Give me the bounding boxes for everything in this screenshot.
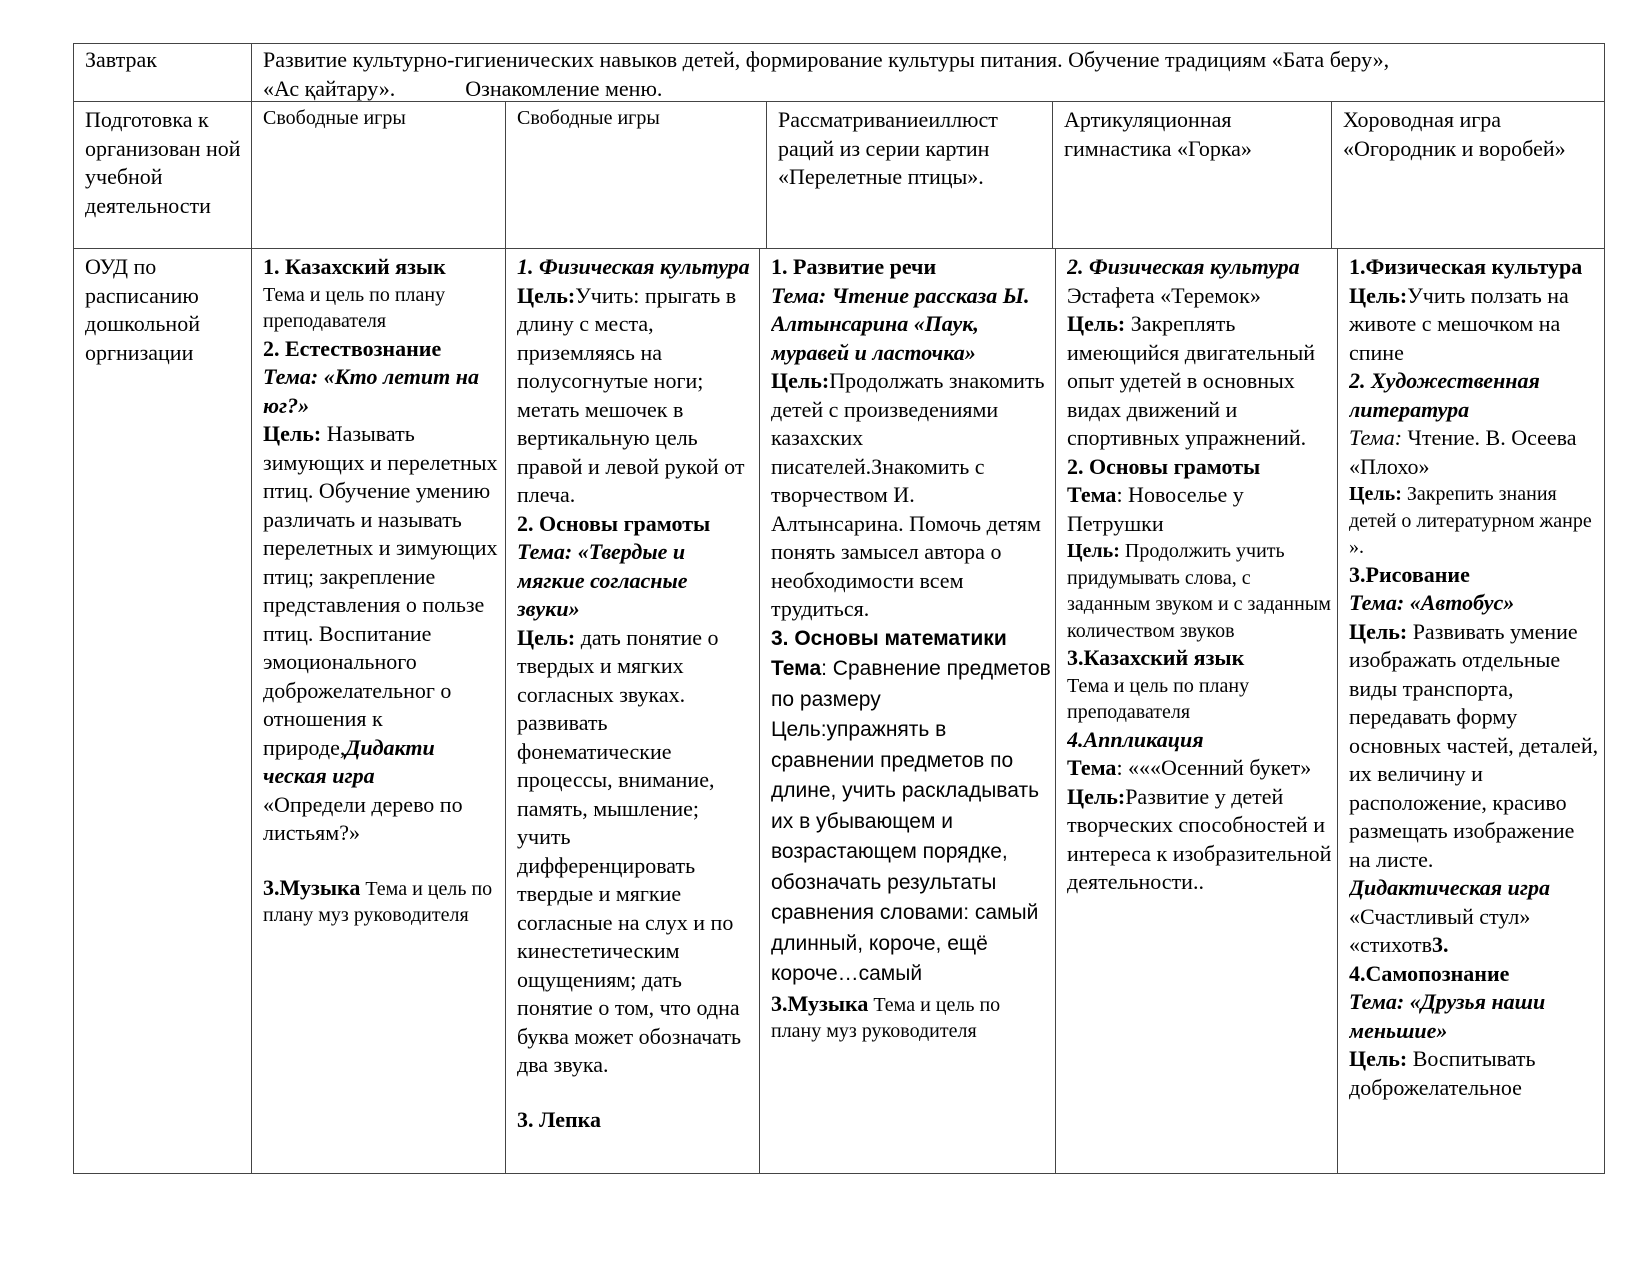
game-label: Дидактическая игра <box>1349 875 1550 900</box>
prep-label <box>85 106 245 220</box>
oud-col-5 <box>1349 253 1599 1102</box>
math-block <box>771 624 1051 990</box>
goal-text: Закрепить знания детей о литературном жанре ». <box>1349 483 1592 558</box>
theme-label: Тема <box>1067 755 1117 780</box>
prep-col-5 <box>1343 106 1598 163</box>
goal-text: дать понятие о твердых и мягких согласных звуках. развивать фонематические процессы, внимание, память, мышление; учить дифференцировать твердые и мягкие согласные на слух и по кинестетическим ощущениям; дать понятие о том, что одна буква может обозначать два звука. <box>517 624 742 1077</box>
goal-label: Цель: <box>1349 282 1408 308</box>
table-border-left <box>73 43 74 1174</box>
subject-note: Тема и цель по плану преподавателя <box>263 283 446 332</box>
goal-text: Продолжать знакомить детей с произведениями казахских писателей.Знакомить с творчеством И. Алтынсарина. Помочь детям понять замысел автора о необходимости всем трудиться. <box>771 368 1045 621</box>
theme-label: Тема <box>771 657 822 680</box>
goal-label: Цель: <box>263 421 322 446</box>
col-divider <box>251 43 252 1174</box>
goal-label: Цель: <box>771 368 830 393</box>
subject-sub: Эстафета «Теремок» <box>1067 282 1261 308</box>
goal-text: Называть зимующих и перелетных птиц. Обучение умению различать и называть перелетных и зимующих птиц; закрепление представления о пользе птиц. Воспитание эмоционального доброжелательног о отношения к природе, <box>263 421 498 760</box>
breakfast-label <box>85 46 245 75</box>
goal-text: Развитие у детей творческих способностей и интереса к изобразительной деятельности.. <box>1067 783 1332 894</box>
subject-note: Тема и цель по плану преподавателя <box>1067 674 1250 723</box>
subject-theme <box>1067 754 1333 897</box>
prep-col-1 <box>263 105 499 132</box>
subject-title: 1. Казахский язык <box>263 254 446 279</box>
col-divider <box>1331 101 1332 248</box>
goal-text: Воспитывать доброжелательное <box>1349 1046 1536 1100</box>
subject-title: 2. Художественная литература <box>1349 368 1540 422</box>
subject-title: 3.Рисование <box>1349 561 1470 587</box>
prep-col-2-text: Свободные игры <box>517 107 660 129</box>
breakfast-line-2a: «Ас қайтару». <box>263 75 396 101</box>
subject-title: 3.Казахский язык <box>1067 645 1245 670</box>
game-text <box>1349 903 1599 960</box>
subject-theme <box>771 654 1051 715</box>
goal-text: Развивать умение изображать отдельные виды транспорта, передавать форму основных частей, деталей, их величину и расположение, красиво размещать изображение на листе. <box>1349 618 1599 872</box>
goal-label: Цель: <box>1349 483 1402 505</box>
col-divider <box>766 101 767 248</box>
subject-theme <box>1067 481 1333 538</box>
col-divider <box>1337 248 1338 1174</box>
subject-goal <box>263 420 499 791</box>
subject-music <box>771 990 1051 1045</box>
game-text: «Определи дерево по листьям?» <box>263 791 463 845</box>
subject-theme: Тема: Чтение рассказа Ы. Алтынсарина «Паук, муравей и ласточка» <box>771 282 1030 365</box>
breakfast-line-1: Развитие культурно-гигиенических навыков детей, формирование культуры питания. Обучение традициям «Бата беру», <box>263 47 1390 72</box>
breakfast-line-2b: Ознакомление меню. <box>465 75 663 101</box>
col-divider <box>505 248 506 1174</box>
subject-goal: Цель:упражнять в сравнении предметов по длине, учить раскладывать их в убывающем и возрастающем порядке, обозначать результаты сравнения словами: самый длинный, короче, ещё короче…самый <box>771 718 1040 985</box>
subject-title: 2. Основы грамоты <box>1067 453 1261 479</box>
subject-title: 1.Физическая культура <box>1349 254 1583 279</box>
breakfast-label-text: Завтрак <box>85 47 157 72</box>
goal-text: Продолжить учить придумывать слова, с заданным звуком и с заданным количеством звуков <box>1067 540 1331 642</box>
goal-text: Учить: прыгать в длину с места, приземляясь на полусогнутые ноги; метать мешочек в вертикальную цель правой и левой рукой от плеча. <box>517 282 745 507</box>
subject-music <box>263 874 499 929</box>
subject-theme: Тема: «Твердые и мягкие согласные звуки» <box>517 539 688 621</box>
oud-col-3 <box>771 253 1051 1045</box>
subject-goal <box>517 624 753 1080</box>
subject-title: 4.Самопознание <box>1349 960 1510 986</box>
row-divider <box>73 248 1604 249</box>
goal-label: Цель: <box>1067 783 1126 809</box>
subject-title: 2. Основы грамоты <box>517 510 711 536</box>
prep-col-2 <box>517 105 757 132</box>
subject-title: 3.Музыка <box>771 990 869 1016</box>
subject-goal <box>1067 538 1333 644</box>
oud-col-4 <box>1067 253 1333 897</box>
schedule-table <box>73 43 1604 1173</box>
subject-theme: Тема: «Друзья наши меньшие» <box>1349 989 1546 1043</box>
subject-theme <box>1349 424 1599 481</box>
theme-label: Тема <box>1067 482 1117 507</box>
subject-theme: Тема: «Кто летит на юг?» <box>263 364 479 418</box>
prep-col-5-text: Хороводная игра «Огородник и воробей» <box>1343 107 1566 161</box>
oud-col-1 <box>263 253 499 929</box>
subject-title: 1. Развитие речи <box>771 254 937 279</box>
goal-label: Цель: <box>1067 540 1120 562</box>
subject-goal <box>517 282 753 510</box>
theme-label: Тема: <box>1349 425 1403 450</box>
theme-text: : Новоселье у Петрушки <box>1067 482 1244 536</box>
subject-goal <box>1349 1045 1599 1102</box>
oud-label <box>85 253 245 367</box>
col-divider <box>505 101 506 248</box>
subject-note: Тема и цель по плану муз руководителя <box>771 993 1001 1042</box>
subject-title: 1. Физическая культура <box>517 254 750 279</box>
subject-title: 4.Аппликация <box>1067 726 1204 752</box>
game-text-tail: 3. <box>1432 932 1449 957</box>
subject-goal <box>1349 481 1599 561</box>
subject-title: 2. Физическая культура <box>1067 254 1300 279</box>
subject-goal <box>771 367 1051 624</box>
subject-goal <box>1349 618 1599 875</box>
game-label: Дидакти ческая игра <box>263 734 435 788</box>
goal-label: Цель: <box>1349 618 1408 644</box>
prep-col-1-text: Свободные игры <box>263 107 406 129</box>
subject-title: 3. Лепка <box>517 1106 602 1132</box>
prep-col-3-text: Рассматриваниеиллюст раций из серии картин «Перелетные птицы». <box>778 107 998 189</box>
table-border-right <box>1604 43 1605 1174</box>
goal-label: Цель: <box>517 624 576 650</box>
goal-label: Цель: <box>517 282 576 308</box>
prep-col-3 <box>778 106 1046 192</box>
subject-theme: Тема: «Автобус» <box>1349 590 1515 615</box>
table-border-bottom <box>73 1173 1604 1174</box>
subject-note: Тема и цель по плану муз руководителя <box>263 877 493 926</box>
oud-label-text: ОУД по расписанию дошкольной оргнизации <box>85 254 200 365</box>
goal-label: Цель: <box>1067 311 1126 336</box>
goal-text: Закреплять имеющийся двигательный опыт удетей в основных видах движений и спортивных упражнений. <box>1067 311 1316 450</box>
subject-title: 3. Основы математики <box>771 626 1007 650</box>
goal-label: Цель: <box>1349 1046 1408 1071</box>
col-divider <box>1055 248 1056 1174</box>
goal-text: Учить ползать на животе с мешочком на спине <box>1349 282 1569 365</box>
prep-col-4 <box>1064 106 1324 163</box>
breakfast-line-2 <box>263 75 1598 104</box>
oud-col-2 <box>517 253 753 1134</box>
theme-text: : Сравнение предметов по размеру <box>771 657 1051 711</box>
game-text-value: «Счастливый стул» «стихотв <box>1349 903 1531 957</box>
subject-title: 3.Музыка <box>263 874 361 900</box>
prep-col-4-text: Артикуляционная гимнастика «Горка» <box>1064 107 1252 161</box>
subject-goal <box>1349 282 1599 368</box>
prep-label-text: Подготовка к организован ной учебной деятельности <box>85 107 241 218</box>
table-border-top <box>73 43 1604 44</box>
col-divider <box>759 248 760 1174</box>
subject-title: 2. Естествознание <box>263 335 442 361</box>
subject-goal <box>1067 310 1333 453</box>
col-divider <box>1052 101 1053 248</box>
theme-text: : «««Осенний букет» <box>1116 755 1312 780</box>
breakfast-description <box>263 46 1598 103</box>
theme-text: Чтение. В. Осеева «Плохо» <box>1349 425 1577 479</box>
